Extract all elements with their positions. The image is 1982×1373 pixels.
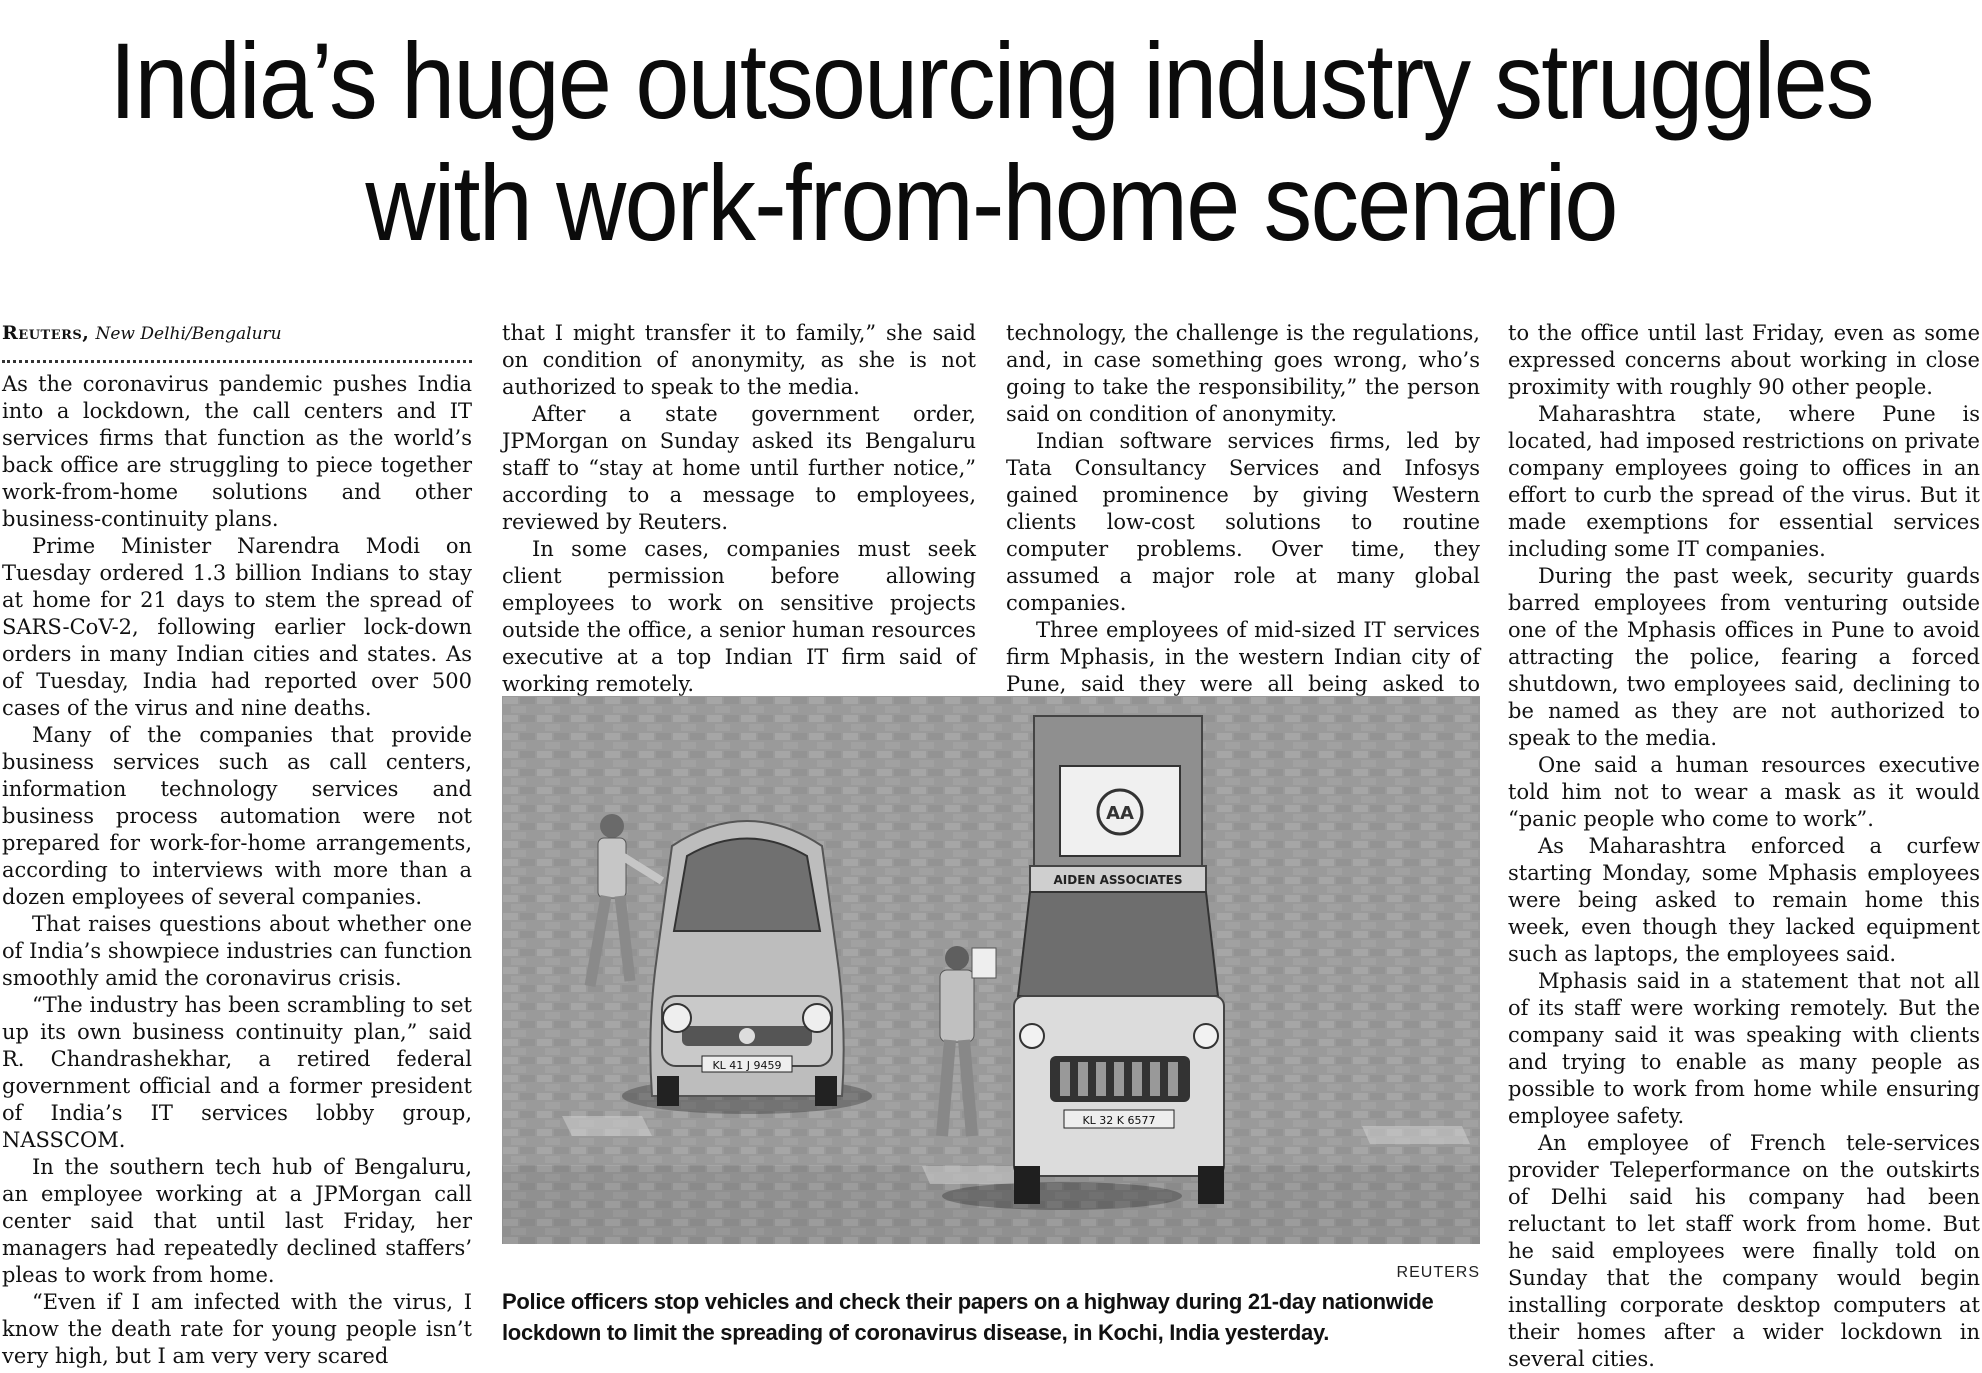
photo-credit: REUTERS (1396, 1264, 1480, 1281)
paragraph: Many of the companies that provide business services such as call centers, information technology services and business process automation were not prepared for work-for-home arrangements, according to interviews with more than a dozen employees of several companies. (2, 723, 472, 909)
paragraph: During the past week, security guards barred employees from venturing outside one of the Mphasis offices in Pune to avoid attracting the police, fearing a forced shutdown, two employees said, declining to be named as they are not authorized to speak to the media. (1508, 564, 1980, 750)
article-column-1 (2, 320, 472, 1370)
paragraph: Mphasis said in a statement that not all of its staff were working remotely. But the company said it was speaking with clients and trying to enable as many people as possible to work from home while ensuring employee safety. (1508, 969, 1980, 1128)
truck-banner: AIDEN ASSOCIATES (1053, 873, 1183, 887)
paragraph: to the office until last Friday, even as some expressed concerns about working in close proximity with roughly 90 other people. (1508, 321, 1980, 399)
paragraph: Prime Minister Narendra Modi on Tuesday ordered 1.3 billion Indians to stay at home for 21 days to stem the spread of SARS-CoV-2, following earlier lock-down orders in many Indian cities and states. As of Tuesday, India had reported over 500 cases of the virus and nine deaths. (2, 534, 472, 720)
headline (99, 20, 1883, 264)
paragraph: technology, the challenge is the regulations, and, in case something goes wrong, who’s going to take the responsibility,” the person said on condition of anonymity. (1006, 321, 1480, 426)
news-photo (502, 696, 1480, 1244)
svg-text:AA: AA (1106, 803, 1134, 824)
paragraph: “The industry has been scrambling to set up its own business continuity plan,” said R. Chandrashekhar, a retired federal government official and a former president of India’s IT services lobby group, NASSCOM. (2, 993, 472, 1152)
paragraph: That raises questions about whether one of India’s showpiece industries can function smoothly amid the coronavirus crisis. (2, 912, 472, 990)
byline-divider (2, 348, 472, 363)
headline-line-1: India’s huge outsourcing industry struggles (109, 20, 1873, 141)
paragraph: Indian software services firms, led by Tata Consultancy Services and Infosys gained prominence by giving Western clients low-cost solutions to routine computer problems. Over time, they assumed a major role at many global companies. (1006, 429, 1480, 615)
article-column-2 (502, 320, 976, 752)
paragraph: One said a human resources executive told him not to wear a mask as it would “panic people who come to work”. (1508, 753, 1980, 831)
car-plate: KL 41 J 9459 (712, 1059, 782, 1072)
paragraph: In some cases, companies must seek client permission before allowing employees to work on sensitive projects outside the office, a senior human resources executive at a top Indian IT firm said of working remotely. (502, 537, 976, 696)
paragraph: Maharashtra state, where Pune is located, had imposed restrictions on private company employees going to offices in an effort to curb the spread of the virus. But it made exemptions for essential services including some IT companies. (1508, 402, 1980, 561)
article-column-3 (1006, 320, 1480, 725)
paragraph: As Maharashtra enforced a curfew starting Monday, some Mphasis employees were being asked to remain home this week, even though they lacked equipment such as laptops, the employees said. (1508, 834, 1980, 966)
article-column-4 (1508, 320, 1980, 1373)
paragraph: An employee of French tele-services provider Teleperformance on the outskirts of Delhi said his company had been reluctant to let staff work from home. But he said employees were finally told on Sunday that the company would begin installing corporate desktop computers at their homes after a wider lockdown in several cities. (1508, 1131, 1980, 1371)
paragraph: After a state government order, JPMorgan on Sunday asked its Bengaluru staff to “stay at home until further notice,” according to a message to employees, reviewed by Reuters. (502, 402, 976, 534)
byline-agency: Reuters, (2, 322, 90, 344)
paragraph: Three employees of mid-sized IT services firm Mphasis, in the western Indian city of Pune, said they were all being asked to (1006, 618, 1480, 696)
headline-line-2: with work-from-home scenario (365, 142, 1617, 263)
byline (2, 320, 472, 348)
truck-plate: KL 32 K 6577 (1082, 1114, 1156, 1127)
byline-location: New Delhi/Bengaluru (95, 324, 282, 344)
paragraph: In the southern tech hub of Bengaluru, an employee working at a JPMorgan call center said that until last Friday, her managers had repeatedly declined staffers’ pleas to work from home. (2, 1155, 472, 1287)
paragraph: “Even if I am infected with the virus, I know the death rate for young people isn’t very high, but I am very very scared (2, 1290, 472, 1368)
photo-caption: Police officers stop vehicles and check their papers on a highway during 21-day nationwide lockdown to limit the spreading of coronavirus disease, in Kochi, India yesterday. (502, 1289, 1434, 1345)
paragraph: As the coronavirus pandemic pushes India into a lockdown, the call centers and IT services firms that function as the world’s back office are struggling to piece together work-from-home solutions and other business-continuity plans. (2, 372, 472, 531)
paragraph: that I might transfer it to family,” she said on condition of anonymity, as she is not authorized to speak to the media. (502, 321, 976, 399)
